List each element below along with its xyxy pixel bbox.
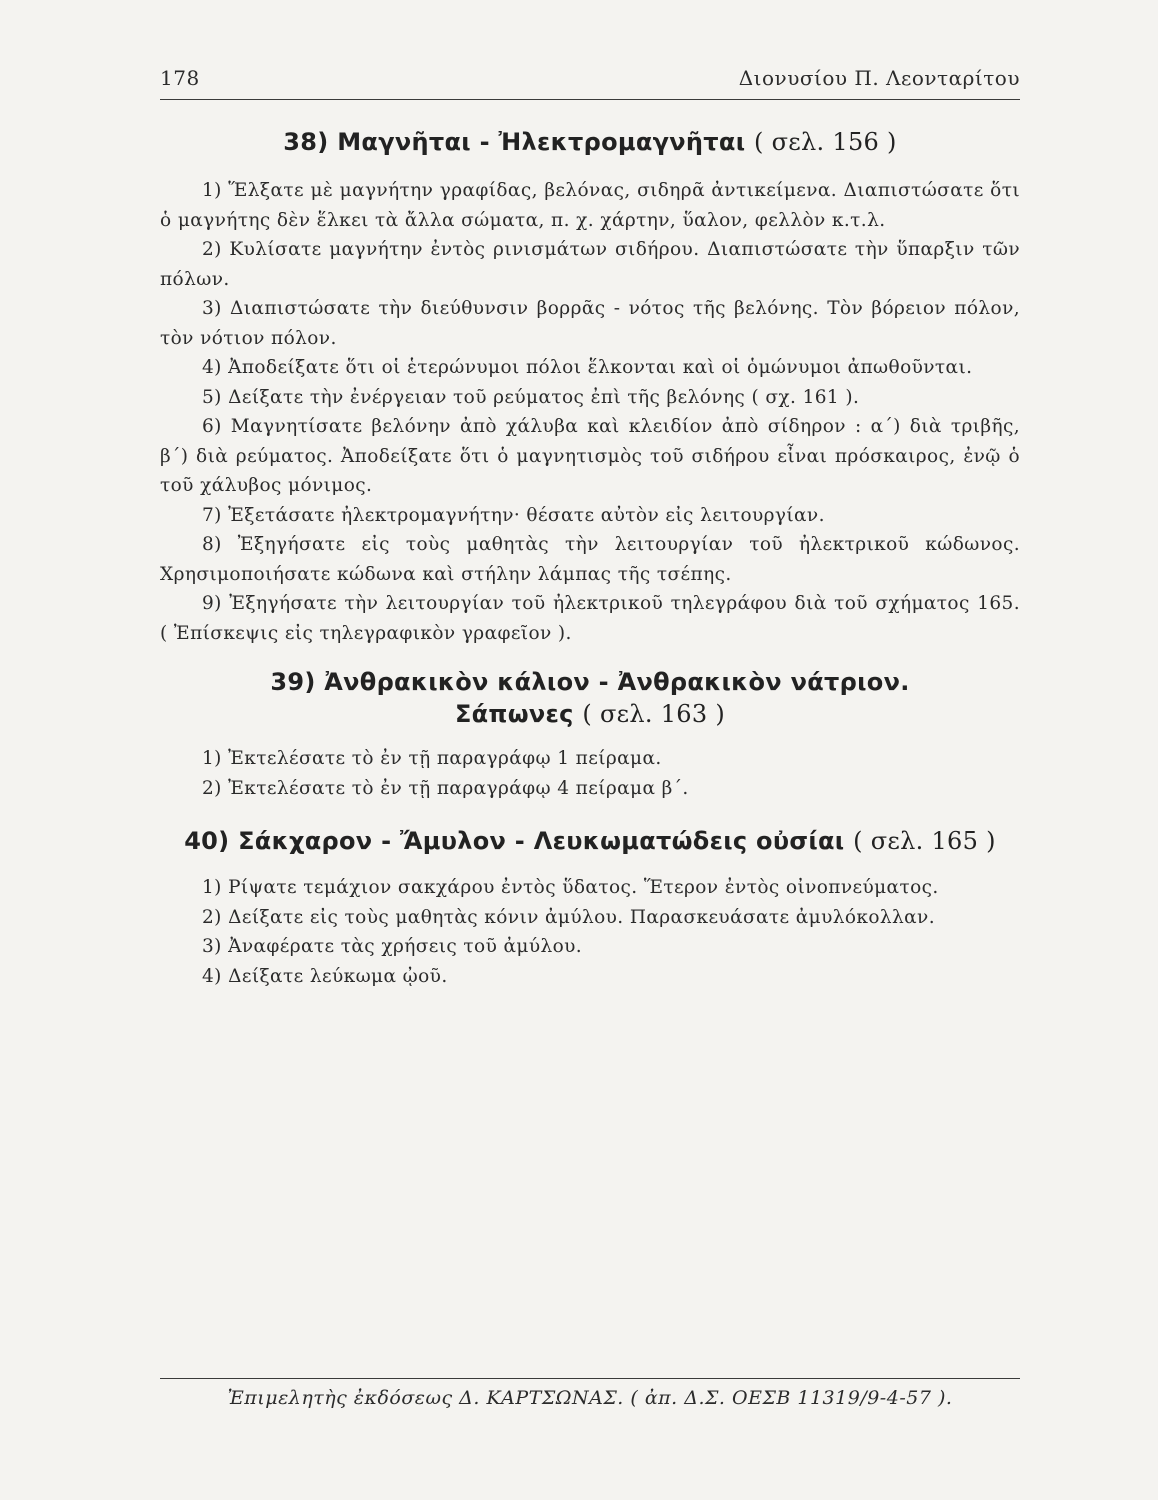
section-40-item: 4) Δείξατε λεύκωμα ᾠοῦ. [202, 965, 448, 987]
section-38-item: 3) Διαπιστώσατε τὴν διεύθυνσιν βορρᾶς - νότος τῆς βελόνης. Τὸν βόρειον πόλον, τὸν νότιον πόλον. [160, 298, 1020, 349]
section-40-page-ref: ( σελ. 165 ) [853, 827, 996, 855]
section-38-heading: 38) Μαγνῆται - Ἠλεκτρομαγνῆται [283, 128, 746, 156]
section-39-title [160, 668, 1020, 696]
section-38-item: 8) Ἐξηγήσατε εἰς τοὺς μαθητὰς τὴν λειτουργίαν τοῦ ἠλεκτρικοῦ κώδωνος. Χρησιμοποιήσατε κώδωνα καὶ στήλην λάμπας τῆς τσέπης. [160, 534, 1020, 585]
section-38-item: 5) Δείξατε τὴν ἐνέργειαν τοῦ ρεύματος ἐπὶ τῆς βελόνης ( σχ. 161 ). [202, 386, 860, 408]
section-38-item: 7) Ἐξετάσατε ἠλεκτρομαγνήτην· θέσατε αὐτὸν εἰς λειτουργίαν. [202, 504, 825, 526]
header-rule [160, 99, 1020, 100]
section-38-item: 9) Ἐξηγήσατε τὴν λειτουργίαν τοῦ ἠλεκτρικοῦ τηλεγράφου διὰ τοῦ σχήματος 165. ( Ἐπίσκεψις εἰς τηλεγραφικὸν γραφεῖον ). [160, 593, 1020, 644]
section-39-heading-line2: Σάπωνες [454, 700, 574, 728]
section-38-title [160, 128, 1020, 156]
section-40-item: 2) Δείξατε εἰς τοὺς μαθητὰς κόνιν ἀμύλου. Παρασκευάσατε ἀμυλόκολλαν. [202, 906, 935, 928]
section-40-item: 1) Ρίψατε τεμάχιον σακχάρου ἐντὸς ὕδατος. Ἕτερον ἐντὸς οἰνοπνεύματος. [202, 877, 939, 898]
section-38-item: 2) Κυλίσατε μαγνήτην ἐντὸς ρινισμάτων σιδήρου. Διαπιστώσατε τὴν ὕπαρξιν τῶν πόλων. [160, 239, 1020, 290]
section-40-heading: 40) Σάκχαρον - Ἄμυλον - Λευκωματώδεις οὐσίαι [184, 827, 845, 855]
page-header [160, 66, 1020, 96]
section-39-heading-line1: 39) Ἀνθρακικὸν κάλιον - Ἀνθρακικὸν νάτριον. [270, 668, 910, 696]
section-39-item: 1) Ἐκτελέσατε τὸ ἐν τῇ παραγράφῳ 1 πείραμα. [202, 748, 662, 769]
section-40-title [160, 827, 1020, 855]
section-40-item: 3) Ἀναφέρατε τὰς χρήσεις τοῦ ἀμύλου. [202, 936, 583, 957]
editor-credit: Ἐπιμελητὴς ἐκδόσεως Δ. ΚΑΡΤΣΩΝΑΣ. ( ἀπ. Δ.Σ. ΟΕΣΒ 11319/9-4-57 ). [227, 1387, 953, 1409]
section-38-item: 4) Ἀποδείξατε ὅτι οἱ ἑτερώνυμοι πόλοι ἕλκονται καὶ οἱ ὁμώνυμοι ἀπωθοῦνται. [202, 357, 973, 378]
section-38-item: 1) Ἕλξατε μὲ μαγνήτην γραφίδας, βελόνας, σιδηρᾶ ἀντικείμενα. Διαπιστώσατε ὅτι ὁ μαγνήτης δὲν ἕλκει τὰ ἄλλα σώματα, π. χ. χάρτην, ὕαλον, φελλὸν κ.τ.λ. [160, 180, 1020, 231]
page-number: 178 [160, 66, 200, 90]
section-39-page-ref: ( σελ. 163 ) [582, 700, 726, 728]
page-body [160, 128, 1020, 991]
running-head: Διονυσίου Π. Λεονταρίτου [738, 66, 1020, 90]
section-38-item: 6) Μαγνητίσατε βελόνην ἀπὸ χάλυβα καὶ κλειδίον ἀπὸ σίδηρον : α΄) διὰ τριβῆς, β΄) διὰ ρεύματος. Ἀποδείξατε ὅτι ὁ μαγνητισμὸς τοῦ σιδήρου εἶναι πρόσκαιρος, ἐνῷ ὁ τοῦ χάλυβος μόνιμος. [160, 416, 1020, 496]
section-39-subtitle [160, 700, 1020, 728]
page-footer [160, 1378, 1020, 1409]
section-39-item: 2) Ἐκτελέσατε τὸ ἐν τῇ παραγράφῳ 4 πείραμα β΄. [202, 777, 689, 799]
section-38-page-ref: ( σελ. 156 ) [754, 128, 897, 156]
